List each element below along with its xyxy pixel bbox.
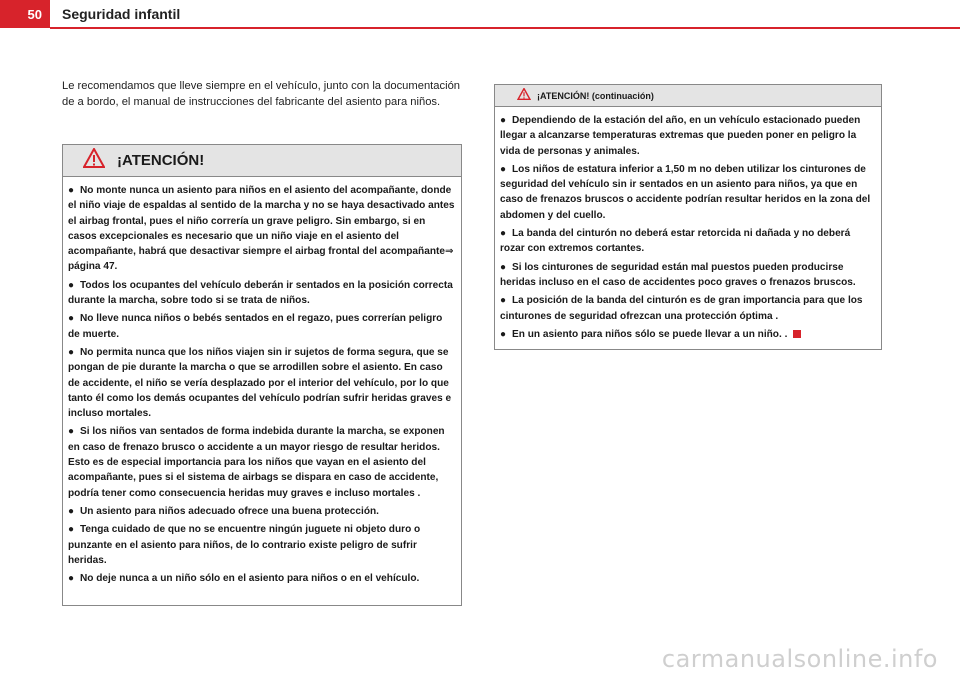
warning-item	[68, 345, 456, 421]
bullet-icon: ●	[500, 163, 507, 175]
warning-item-text: Si los cinturones de seguridad están mal puestos pueden producirse heridas incluso en el caso de accidentes poco graves o frenazos bruscos.	[500, 261, 856, 288]
bullet-icon: ●	[68, 185, 75, 196]
watermark: carmanualsonline.info	[661, 645, 938, 673]
page-number: 50	[0, 0, 50, 28]
warning-triangle-icon	[83, 148, 105, 173]
intro-paragraph: Le recomendamos que lleve siempre en el vehículo, junto con la documentación de a bordo, el manual de instrucciones del fabricante del asiento para niños.	[62, 80, 461, 108]
warning-item	[68, 183, 456, 275]
warning-box-header	[63, 145, 461, 177]
warning-item-text: Tenga cuidado de que no se encuentre ningún juguete ni objeto duro o punzante en el asiento para niños, de lo contrario existe peligro de sufrir heridas.	[68, 524, 421, 566]
warning-item-text: Un asiento para niños adecuado ofrece una buena protección.	[80, 505, 379, 517]
warning-item	[68, 504, 456, 519]
bullet-icon: ●	[68, 313, 75, 325]
warning-triangle-icon	[517, 87, 531, 105]
warning-item-text: No deje nunca a un niño sólo en el asiento para niños o en el vehículo.	[80, 573, 420, 585]
header-rule	[50, 27, 960, 29]
warning-item-text: La banda del cinturón no deberá estar retorcida ni dañada y no deberá rozar con extremos cortantes.	[500, 228, 851, 255]
warning-item-text: No lleve nunca niños o bebés sentados en el regazo, pues correrían peligro de muerte.	[68, 313, 443, 340]
warning-box-right	[494, 84, 882, 350]
bullet-icon: ●	[500, 228, 507, 240]
warning-item-text: No permita nunca que los niños viajen sin ir sujetos de forma segura, que se pongan de pie durante la marcha o que se arrodillen sobre el asiento. En caso de accidente, el niño se vería desplazado por el interior del vehículo, por lo que tanto él como los demás ocupantes del vehículo podrían sufrir heridas graves e incluso mortales.	[68, 346, 452, 420]
bullet-icon: ●	[68, 573, 75, 585]
warning-item	[68, 424, 456, 500]
warning-item	[500, 260, 876, 291]
bullet-icon: ●	[68, 524, 75, 536]
warning-item	[500, 226, 876, 257]
bullet-icon: ●	[500, 295, 507, 307]
bullet-icon: ●	[68, 279, 75, 291]
page-header	[0, 0, 960, 32]
section-title: Seguridad infantil	[62, 6, 181, 22]
bullet-icon: ●	[68, 346, 75, 358]
warning-title: ¡ATENCIÓN!	[117, 152, 205, 169]
warning-item-text: En un asiento para niños sólo se puede llevar a un niño. .	[512, 328, 788, 340]
bullet-icon: ●	[68, 426, 75, 438]
warning-item	[500, 327, 876, 342]
warning-item-text: La posición de la banda del cinturón es de gran importancia para que los cinturones de seguridad ofrezcan una protección óptima .	[500, 295, 863, 322]
warning-item-text: Los niños de estatura inferior a 1,50 m no deben utilizar los cinturones de seguridad del vehículo sin ir sentados en un asiento para niños, ya que en caso de frenazos bruscos o accidente podrían resultar heridos en la zona del abdomen y del cuello.	[500, 163, 871, 221]
warning-item	[500, 293, 876, 324]
bullet-icon: ●	[500, 328, 507, 340]
warning-list-left	[63, 177, 461, 593]
warning-item	[68, 311, 456, 342]
warning-box-left	[62, 144, 462, 606]
warning-item-text: Si los niños van sentados de forma indebida durante la marcha, se exponen en caso de frenazo brusco o accidente a un mayor riesgo de resultar heridos. Esto es de especial importancia para los niños que vayan en el asiento del acompañante, pues si el sistema de airbags se dispara en caso de accidente, podría tener como consecuencia heridas muy graves e incluso mortales .	[68, 426, 445, 499]
warning-item-text: No monte nunca un asiento para niños en el asiento del acompañante, donde el niño viaje de espaldas al sentido de la marcha y no se haya desactivado antes el airbag frontal, pues el niño correría un grave peligro. Sin embargo, si en casos excepcionales es necesario que un niño viaje en el asiento del acompañante, habrá que desactivar siempre el airbag frontal del acompañante⇒ página 47.	[68, 185, 455, 273]
warning-list-right	[495, 107, 881, 349]
warning-item-text: Todos los ocupantes del vehículo deberán ir sentados en la posición correcta durante la marcha, sobre todo si se trata de niños.	[68, 279, 453, 307]
warning-item	[68, 278, 456, 309]
stop-square-icon	[793, 330, 801, 338]
bullet-icon: ●	[500, 261, 507, 273]
warning-item	[500, 113, 876, 159]
warning-title: ¡ATENCIÓN! (continuación)	[537, 90, 654, 101]
warning-item	[500, 162, 876, 223]
bullet-icon: ●	[500, 115, 507, 126]
warning-item	[68, 522, 456, 568]
bullet-icon: ●	[68, 505, 75, 517]
warning-item	[68, 571, 456, 586]
warning-item-text: Dependiendo de la estación del año, en un vehículo estacionado pueden llegar a alcanzarse temperaturas extremas que pueden poner en peligro la vida de personas y animales.	[500, 115, 861, 157]
warning-box-header	[495, 85, 881, 107]
